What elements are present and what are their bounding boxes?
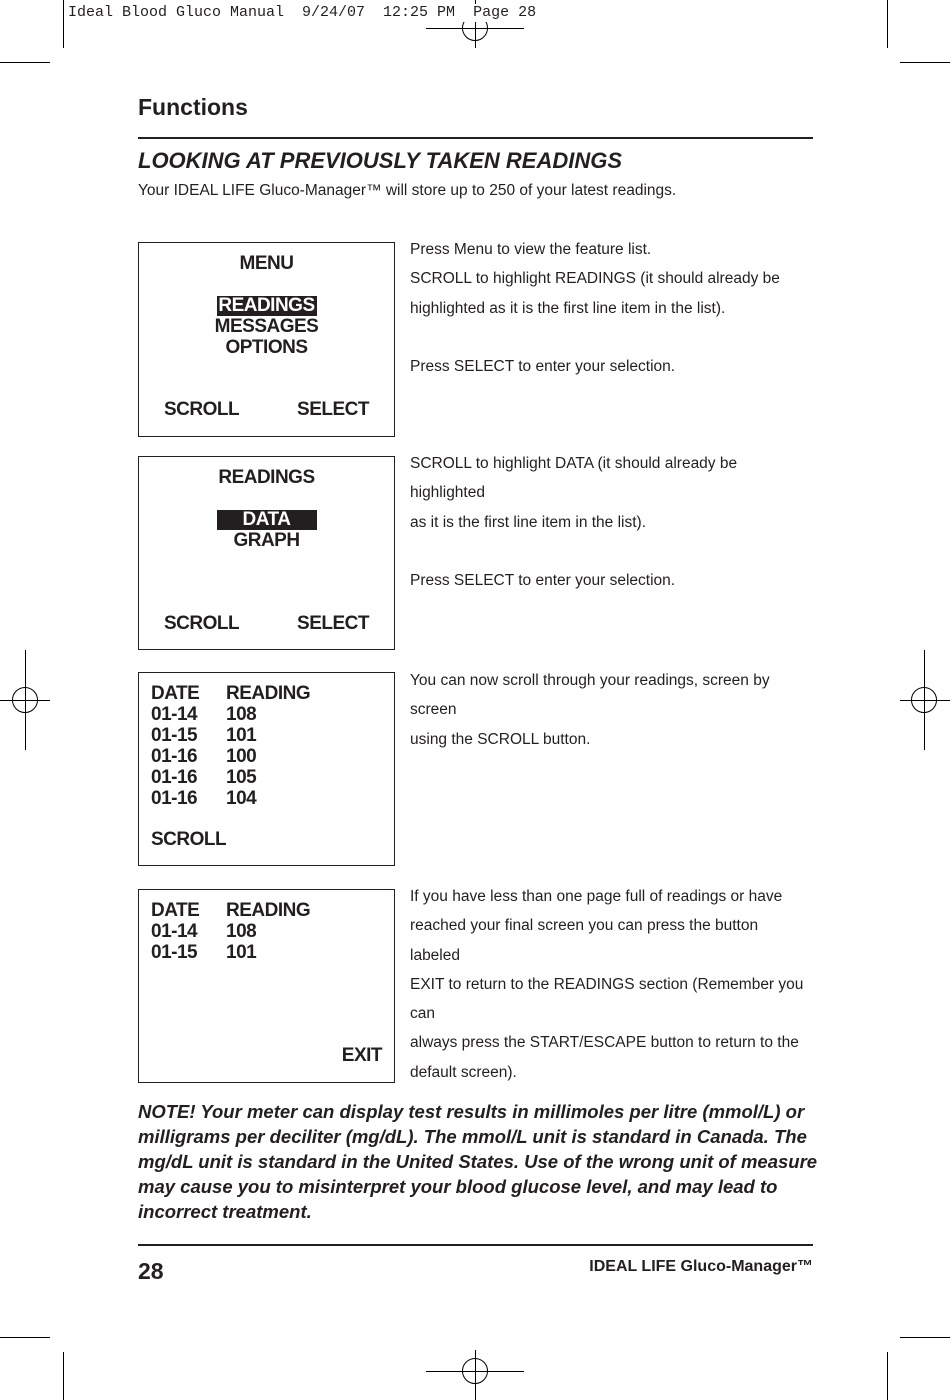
desc-line: highlighted as it is the first line item in the list). — [410, 299, 726, 317]
menu-item-messages: MESSAGES — [214, 316, 319, 337]
crop-mark — [0, 62, 50, 63]
date-cell: 01-14 — [151, 704, 198, 725]
readings-screen — [138, 456, 395, 650]
footer-rule — [138, 1244, 813, 1246]
reading-cell: 101 — [226, 942, 257, 963]
menu-item-data-highlighted: DATA — [217, 510, 317, 530]
section-label: Functions — [138, 94, 248, 120]
desc-line: default screen). — [410, 1063, 517, 1081]
footer-brand: IDEAL LIFE Gluco-Manager™ — [589, 1258, 813, 1275]
registration-circle-icon — [462, 1358, 488, 1384]
desc-line: You can now scroll through your readings, screen by screen — [410, 672, 770, 719]
table-row — [151, 725, 256, 746]
header-rule — [138, 137, 813, 139]
table-row — [151, 942, 256, 963]
menu-item-options: OPTIONS — [225, 337, 308, 358]
select-key-label: SELECT — [297, 399, 369, 420]
date-cell: 01-16 — [151, 746, 198, 767]
scroll-key-label: SCROLL — [151, 829, 227, 850]
desc-line: using the SCROLL button. — [410, 730, 591, 748]
date-cell: 01-14 — [151, 921, 198, 942]
crop-mark — [63, 0, 64, 48]
desc-line: Press SELECT to enter your selection. — [410, 357, 676, 375]
desc-spacer — [410, 537, 810, 566]
menu-screen — [138, 242, 395, 437]
date-cell: 01-15 — [151, 725, 198, 746]
table-row — [151, 788, 256, 809]
registration-circle-icon — [911, 687, 937, 713]
table-header — [151, 683, 310, 704]
crop-mark — [63, 1352, 64, 1400]
data-screen-full — [138, 672, 395, 866]
crop-mark — [0, 1337, 50, 1338]
print-header: Ideal Blood Gluco Manual 9/24/07 12:25 PM Page 28 — [68, 4, 537, 21]
date-header: DATE — [151, 900, 200, 921]
desc-spacer — [410, 323, 810, 352]
table-row — [151, 704, 256, 725]
step1-description — [410, 235, 810, 381]
reading-header: READING — [226, 683, 311, 704]
desc-line: EXIT to return to the READINGS section (Remember you can — [410, 975, 804, 1023]
crop-mark — [900, 1337, 950, 1338]
date-header: DATE — [151, 683, 200, 704]
menu-item-graph: GRAPH — [233, 530, 300, 551]
exit-key-label: EXIT — [341, 1045, 382, 1066]
desc-line: SCROLL to highlight DATA (it should already be highlighted — [410, 455, 738, 502]
data-screen-short — [138, 889, 395, 1083]
date-cell: 01-15 — [151, 942, 198, 963]
menu-item-readings-highlighted: READINGS — [218, 295, 315, 316]
screen-title: READINGS — [218, 467, 315, 488]
crop-mark — [900, 62, 950, 63]
desc-line: Press SELECT to enter your selection. — [410, 571, 676, 589]
desc-line: Press Menu to view the feature list. — [410, 241, 652, 258]
reading-cell: 100 — [226, 746, 257, 767]
table-row — [151, 767, 256, 788]
table-header — [151, 900, 310, 921]
reading-cell: 101 — [226, 725, 257, 746]
desc-line: as it is the first line item in the list). — [410, 513, 647, 531]
crop-mark — [887, 1352, 888, 1400]
warning-note: NOTE! Your meter can display test results in millimoles per litre (mmol/L) or milligrams per deciliter (mg/dL). The mmol/L unit is standard in Canada. The mg/dL unit is standard in the United States. Use of the wrong unit of measure may cause you to misinterpret your blood glucose level, and may lead to incorrect treatment. — [138, 1101, 818, 1222]
select-key-label: SELECT — [297, 613, 369, 634]
desc-line: always press the START/ESCAPE button to return to the — [410, 1034, 799, 1052]
step4-description — [410, 882, 810, 1087]
desc-line: SCROLL to highlight READINGS (it should already be — [410, 270, 780, 288]
page-title: LOOKING AT PREVIOUSLY TAKEN READINGS — [138, 148, 623, 173]
reading-header: READING — [226, 900, 311, 921]
step3-description — [410, 666, 810, 754]
desc-line: If you have less than one page full of readings or have — [410, 888, 783, 905]
date-cell: 01-16 — [151, 788, 198, 809]
reading-cell: 108 — [226, 704, 257, 725]
table-row — [151, 921, 256, 942]
scroll-key-label: SCROLL — [164, 399, 240, 420]
step2-description — [410, 449, 810, 595]
intro-text: Your IDEAL LIFE Gluco-Manager™ will store up to 250 of your latest readings. — [138, 182, 677, 199]
registration-circle-icon — [12, 687, 38, 713]
scroll-key-label: SCROLL — [164, 613, 240, 634]
page-number: 28 — [138, 1258, 164, 1284]
reading-cell: 105 — [226, 767, 257, 788]
screen-title: MENU — [239, 253, 294, 274]
date-cell: 01-16 — [151, 767, 198, 788]
desc-line: reached your final screen you can press the button labeled — [410, 917, 759, 964]
reading-cell: 104 — [226, 788, 257, 809]
table-row — [151, 746, 256, 767]
reading-cell: 108 — [226, 921, 257, 942]
crop-mark — [887, 0, 888, 48]
